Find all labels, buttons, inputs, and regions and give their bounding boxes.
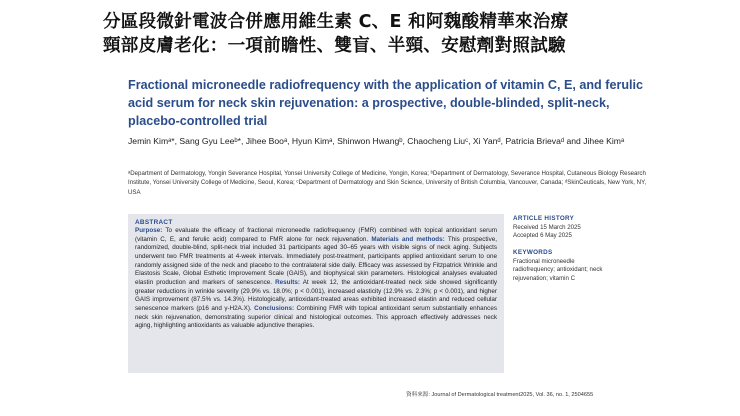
paper-title: Fractional microneedle radiofrequency with the application of vitamin C, E, and ferulic acid serum for neck skin rejuvenation: a prospective, double-blinded, split-neck, placebo-controlled trial [128,78,644,128]
abstract-box [128,214,504,373]
conclusions-label: Conclusions: [254,304,295,312]
article-history [513,215,618,241]
received-date: Received 15 March 2025 [513,223,581,231]
abstract-heading: ABSTRACT [135,219,173,226]
accepted-date: Accepted 6 May 2025 [513,232,572,240]
methods-text: This prospective, randomized, double-blind, split-neck trial included 31 participants aged 30–65 years with visible signs of neck aging. Subjects underwent two FMR treatments at 4-week intervals. Immediately post-treatment, participants applied antioxidant serum to one randomly assigned side of the neck and placebo to the contralateral side daily. Efficacy was assessed by Fitzpatrick Wrinkle and Elastosis Scale, Global Esthetic Improvement Scale (GAIS), and biophysical skin parameters. Histological analyses evaluated elastin production and markers of senescence. [135,235,497,286]
keywords-text: Fractional microneedle radiofrequency; antioxidant; neck rejuvenation; vitamin C [513,257,603,283]
chinese-title-line-2: 頸部皮膚老化：一項前瞻性、雙盲、半頸、安慰劑對照試驗 [103,36,566,56]
chinese-title-line-1: 分區段微針電波合併應用維生素 C、E 和阿魏酸精華來治療 [103,12,569,32]
methods-label: Materials and methods: [371,235,445,243]
purpose-label: Purpose: [135,227,163,234]
keywords-heading: KEYWORDS [513,249,553,256]
purpose-text: To evaluate the efficacy of fractional microneedle radiofrequency (FMR) combined with topical antioxidant serum (vitamin C, E, and ferulic acid) compared to FMR alone for neck rejuvenation. [135,227,497,243]
keywords-block [513,249,618,284]
results-label: Results: [275,278,300,286]
chinese-title [103,10,568,58]
affiliations: ᵃDepartment of Dermatology, Yongin Severance Hospital, Yonsei University College of Medicine, Yongin, Korea; ᵇDepartment of Dermatology, Severance Hospital, Cutaneous Biology Research Institute, Yonsei University College of Medicine, Seoul, Korea; ᶜDepartment of Dermatology and Skin Science, University of British Columbia, Vancouver, Canada; ᵈSkinCeuticals, New York, NY, USA [128,170,647,196]
results-text: At week 12, the antioxidant-treated neck side showed significantly greater reductions in wrinkle severity (29.9% vs. 18.0%; p < 0.001), increased elasticity (12.9% vs. 2.3%; p < 0.001), and higher GAIS improvement (87.5% vs. 14.3%). Histologically, antioxidant-treated areas exhibited increased elastin and reduced cellular senescence markers (p16 and γ-H2A.X). [135,278,497,312]
conclusions-text: Combining FMR with topical antioxidant serum substantially enhances neck skin rejuvenation, demonstrating superior clinical and histological outcomes. This approach effectively addresses neck aging, highlighting antioxidants as valuable adjunctive therapies. [135,304,497,330]
abstract-body [135,227,497,331]
article-history-heading: ARTICLE HISTORY [513,215,575,222]
source-citation: 資料來源: Journal of Dermatological treatment2025, Vol. 36, no. 1, 2504655 [406,392,594,398]
author-list: Jemin Kimᵃ*, Sang Gyu Leeᵇ*, Jihee Booᵃ, Hyun Kimᵃ, Shinwon Hwangᵇ, Chaocheng Liuᶜ, Xi Yanᵈ, Patricia Brievaᵈ and Jihee Kimᵃ [128,136,625,146]
